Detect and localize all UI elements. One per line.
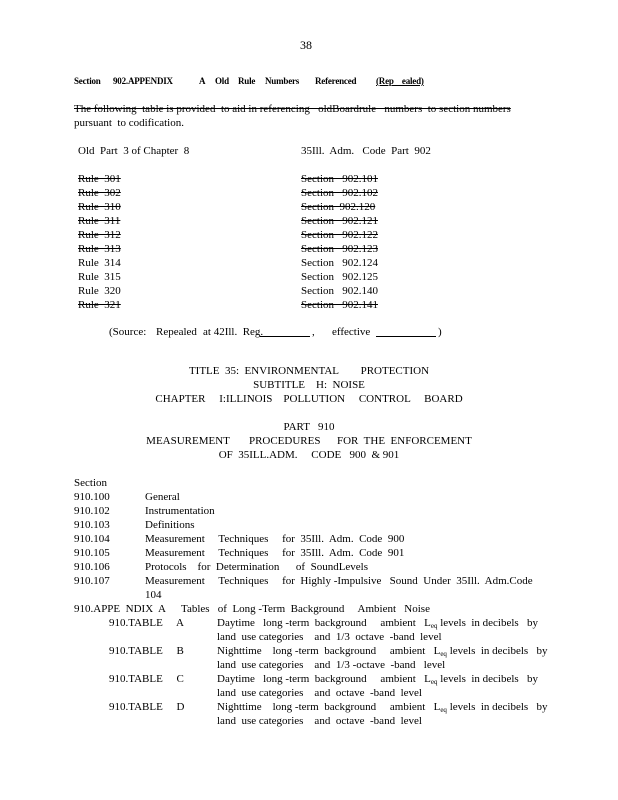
toc-section-title: General	[145, 491, 180, 503]
column-header-new: 35Ill. Adm. Code Part 902	[301, 145, 431, 157]
old-rule-number: Rule 314	[78, 257, 121, 269]
heading-a: A	[199, 76, 206, 86]
column-header-old: Old Part 3 of Chapter 8	[78, 145, 190, 157]
heading-repealed: (Rep ealed)	[376, 76, 424, 86]
title-line: TITLE 35: ENVIRONMENTAL PROTECTION	[188, 365, 430, 377]
new-section-number: Section 902.123	[301, 243, 378, 255]
source-close: )	[438, 326, 442, 338]
new-section-number: Section 902.122	[301, 229, 378, 241]
toc-appendix-number: 910.APPE NDIX A	[74, 603, 166, 615]
register-blank	[260, 325, 310, 337]
part-line: PART 910	[283, 421, 335, 433]
source-prefix: (Source:	[109, 326, 147, 338]
new-section-number: Section 902.124	[301, 257, 378, 269]
toc-section-title: Protocols for Determination of SoundLevels	[145, 561, 369, 573]
toc-section-number: 910.104	[74, 533, 110, 545]
heading-referenced: Referenced	[315, 76, 357, 86]
toc-table-title-line-2: land use categories and 1/3 octave -band level	[217, 631, 442, 643]
heading-rule: Rule	[238, 76, 256, 86]
toc-table-title-start: Nighttime long -term background ambient L	[217, 701, 441, 713]
toc-section-title: Instrumentation	[145, 505, 215, 517]
toc-appendix-title: Tables of Long -Term Background Ambient Noise	[181, 603, 430, 615]
toc-table-title-end: levels in decibels by	[446, 701, 548, 713]
toc-table-title-line-2: land use categories and 1/3 -octave -band level	[217, 659, 446, 671]
heading-appendix: 902.APPENDIX	[113, 76, 173, 86]
old-rule-number: Rule 301	[78, 173, 121, 185]
toc-heading: Section	[74, 477, 107, 489]
toc-table-title-end: levels in decibels by	[437, 617, 538, 629]
old-rule-number: Rule 312	[78, 229, 121, 241]
old-rule-number: Rule 311	[78, 215, 121, 227]
subtitle-line: SUBTITLE H: NOISE	[253, 379, 365, 391]
source-register: at 42Ill. Reg.	[203, 326, 264, 338]
new-section-number: Section 902.120	[301, 201, 376, 213]
effective-blank	[376, 325, 436, 337]
toc-section-title: Definitions	[145, 519, 195, 531]
new-section-number: Section 902.141	[301, 299, 378, 311]
toc-table-title-start: Daytime long -term background ambient L	[217, 673, 431, 685]
toc-table-number: 910.TABLE A	[109, 617, 184, 629]
part-title-line: MEASUREMENT PROCEDURES FOR THE ENFORCEMENT	[146, 435, 472, 447]
toc-table-title-line-2: land use categories and octave -band level	[217, 687, 422, 699]
toc-section-title-continued: 104	[145, 589, 162, 601]
toc-section-number: 910.107	[74, 575, 110, 587]
toc-table-title-end: levels in decibels by	[437, 673, 538, 685]
leq-subscript: eq	[430, 678, 438, 686]
source-comma: ,	[312, 326, 315, 338]
toc-table-title-start: Daytime long -term background ambient L	[217, 617, 431, 629]
toc-section-number: 910.103	[74, 519, 110, 531]
new-section-number: Section 902.121	[301, 215, 378, 227]
toc-table-number: 910.TABLE D	[109, 701, 185, 713]
toc-section-title: Measurement Techniques for 35Ill. Adm. Code 901	[145, 547, 405, 559]
toc-section-title: Measurement Techniques for Highly -Impulsive Sound Under 35Ill. Adm.Code	[145, 575, 533, 587]
toc-section-title: Measurement Techniques for 35Ill. Adm. Code 900	[145, 533, 405, 545]
heading-section: Section	[74, 76, 101, 86]
toc-section-number: 910.100	[74, 491, 110, 503]
heading-numbers: Numbers	[265, 76, 300, 86]
chapter-line: CHAPTER I:ILLINOIS POLLUTION CONTROL BOARD	[155, 393, 463, 405]
toc-table-number: 910.TABLE C	[109, 673, 184, 685]
new-section-number: Section 902.125	[301, 271, 378, 283]
leq-subscript: eq	[440, 650, 447, 658]
page-number: 38	[300, 38, 312, 52]
toc-section-number: 910.106	[74, 561, 110, 573]
toc-section-number: 910.102	[74, 505, 110, 517]
toc-table-title-line-2: land use categories and octave -band level	[217, 715, 422, 727]
toc-table-title-end: levels in decibels by	[446, 645, 548, 657]
leq-subscript: eq	[430, 622, 438, 630]
source-effective: effective	[332, 326, 371, 338]
intro-line-2: pursuant to codification.	[74, 117, 184, 129]
old-rule-number: Rule 313	[78, 243, 121, 255]
toc-table-number: 910.TABLE B	[109, 645, 184, 657]
old-rule-number: Rule 302	[78, 187, 121, 199]
toc-section-number: 910.105	[74, 547, 110, 559]
new-section-number: Section 902.140	[301, 285, 378, 297]
source-repealed: Repealed	[156, 326, 197, 338]
old-rule-number: Rule 315	[78, 271, 121, 283]
part-code-line: OF 35ILL.ADM. CODE 900 & 901	[218, 449, 400, 461]
leq-subscript: eq	[440, 706, 447, 714]
new-section-number: Section 902.101	[301, 173, 378, 185]
toc-table-title-start: Nighttime long -term background ambient L	[217, 645, 441, 657]
intro-line-1: The following table is provided to aid in referencing oldBoardrule numbers to section numbers	[74, 103, 511, 115]
old-rule-number: Rule 320	[78, 285, 121, 297]
old-rule-number: Rule 321	[78, 299, 121, 311]
old-rule-number: Rule 310	[78, 201, 121, 213]
heading-old: Old	[215, 76, 229, 86]
new-section-number: Section 902.102	[301, 187, 378, 199]
